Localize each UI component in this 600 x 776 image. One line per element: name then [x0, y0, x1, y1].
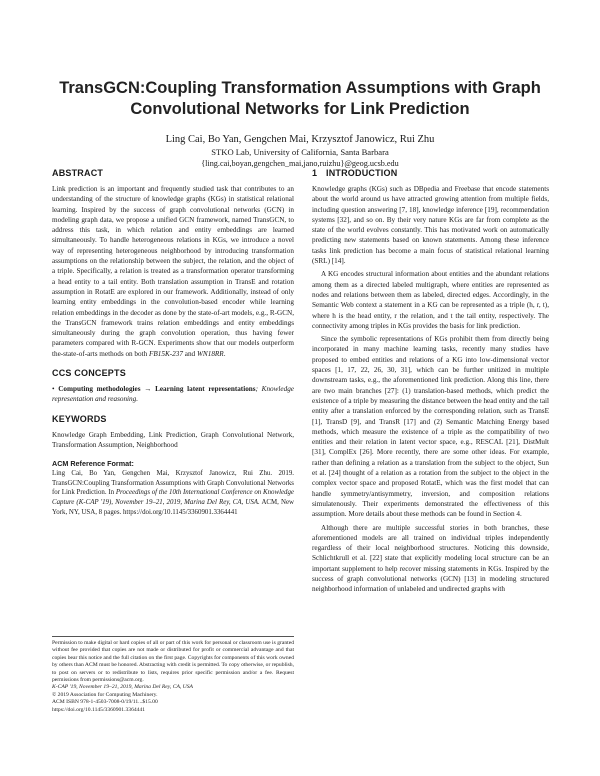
paper-title: TransGCN:Coupling Transformation Assumptions with Graph Convolutional Networks for Link Prediction	[59, 79, 541, 118]
doi-link[interactable]: https://doi.org/10.1145/3360901.3364441	[52, 706, 146, 713]
keywords-text: Knowledge Graph Embedding, Link Prediction, Graph Convolutional Network, Transformation Assumption, Neighborhood	[52, 430, 294, 449]
title-block	[40, 78, 560, 169]
dataset-fb15k: FB15K-237	[149, 349, 183, 358]
permission-footnote	[52, 636, 294, 714]
ccs-secondary: ; Knowledge representation and reasoning.	[52, 385, 294, 404]
ccs-heading: CCS CONCEPTS	[52, 368, 126, 379]
author-email[interactable]: {ling.cai,boyan,gengchen_mai,jano,ruizhu}@geog.ucsb.edu	[201, 159, 399, 168]
copyright-line: © 2019 Association for Computing Machinery.	[52, 691, 158, 698]
keywords-heading: KEYWORDS	[52, 413, 107, 424]
intro-paragraph-1: Knowledge graphs (KGs) such as DBpedia and Freebase that encode statements about the world around us have attracted growing attention from multiple fields, including question answering [7, 18], knowledge inference [19], recommendation systems [32], and so on. By their very nature KGs are far from complete as the state of the world evolves constantly. This has motivated work on automatically predicting new statements based on known statements. Among these inference tasks link prediction has become a main focus of statistical relational learning (SRL) [14].	[312, 185, 549, 266]
abstract-heading: ABSTRACT	[52, 168, 104, 178]
abstract-text: Link prediction is an important and frequently studied task that contributes to an understanding of the structure of knowledge graphs (KGs) in statistical relational learning. Inspired by the success of graph convolutional networks (GCN) in modeling graph data, we propose a unified GCN framework, named TransGCN, to address this task, in which relation and entity embeddings are learned simultaneously. To handle heterogeneous relations in KGs, we introduce a novel way of representing heterogeneous neighborhood by introducing transformation assumptions on the relationship between the subject, the relation, and the object of a triple. Specifically, a relation is treated as a transformation operator transforming a head entity to a tail entity. Both translation assumption in TransE and rotation assumption in RotatE are explored in our framework. Additionally, instead of only learning entity embeddings in the convolution-based encoder while learning relation embeddings in the decoder as done by the state-of-art models, e.g., R-GCN, the TransGCN framework trains relation embeddings and entity embeddings simultaneously during the graph convolution operation, thus having fewer parameters compared with R-GCN. Experiments show that our models outperform the-state-of-arts methods on both FB15K-237 and WN18RR.	[52, 185, 294, 358]
acm-reference-text: Ling Cai, Bo Yan, Gengchen Mai, Krzysztof Janowicz, Rui Zhu. 2019. TransGCN:Coupling Transformation Assumptions with Graph Convolutional Networks for Link Prediction. In Proceedings of the 10th International Conference on Knowledge Capture (K-CAP '19), November 19–21, 2019, Marina Del Rey, CA, USA. ACM, New York, NY, USA, 8 pages. https://doi.org/10.1145/3360901.3364441	[52, 470, 294, 516]
right-column	[312, 168, 549, 595]
dataset-wn18rr: WN18RR	[196, 349, 224, 358]
intro-paragraph-3: Since the symbolic representations of KGs prohibit them from directly being incorporated in many machine learning tasks, recently many studies have proposed to embed entities and relations of a KG into low-dimensional vector spaces [1, 17, 22, 26, 30, 31], which can be further unitized in multiple downstream tasks, e.g., the aforementioned link prediction. Along this line, there are two main branches [27]: (1) translation-based methods, which predict the existence of a triple by measuring the distance between the head entity and the tail entity after a translation enforced by the corresponding relation, such as TransE [1], TransD [9], and TransR [17] and (2) Semantic Matching Energy based methods, which measure the existence of a triple as the compatibility of two entities and their relation in latent vector space, e.g., RESCAL [21], DistMult [31], ComplEx [26]. More recently, there are some other ideas. For example, rather than defining a relation as a translation from the subject to the object, Sun et al. [24] thought of a relation as a rotation from the subject to the object in the complex vector space and proposed RotatE, which was the first model that can handle symmetry/antisymmetry, inversion, and composition relations simulatenously. Their experiments demonstrated the effectiveness of this assumption. More details about these methods can be found in Section 4.	[312, 335, 549, 519]
ccs-primary: Computing methodologies → Learning latent representations	[58, 385, 256, 394]
intro-paragraph-4: Although there are multiple successful stories in both branches, these aforementioned models are all trained on individual triples independently regardless of their local neighborhood structures. Noticing this downside, Schlichtkrull et al. [22] state that explicitly modeling local structure can be an important supplement to help recover missing statements in KGs. Inspired by the success of graph convolutional networks (GCN) [13] in modeling structured neighborhood information of unlabeled and undirected graphs with	[312, 523, 549, 594]
authors: Ling Cai, Bo Yan, Gengchen Mai, Krzysztof Janowicz, Rui Zhu	[165, 134, 435, 145]
left-column	[52, 168, 294, 517]
ccs-concepts: • Computing methodologies → Learning latent representations; Knowledge representation and reasoning.	[52, 385, 294, 404]
conference-line: K-CAP '19, November 19–21, 2019, Marina Del Rey, CA, USA	[52, 684, 193, 691]
affiliation: STKO Lab, University of California, Santa Barbara	[211, 147, 389, 157]
introduction-heading: 1 INTRODUCTION	[312, 168, 398, 178]
acm-reference-heading: ACM Reference Format:	[52, 459, 134, 469]
isbn-line: ACM ISBN 978-1-4503-7008-0/19/11...$15.00	[52, 699, 158, 706]
intro-paragraph-2: A KG encodes structural information about entities and the abundant relations among them as a directed labeled multigraph, where entities are represented as nodes and relations between them as labeled, directed edges. Accordingly, in the Semantic Web context a statement in a KG can be represented as a triple (h, r, t), where h is the head entity, r the relation, and t the tail entity, respectively. The connectivity among triples in KGs provides the basis for link prediction.	[312, 270, 549, 330]
permission-text: Permission to make digital or hard copies of all or part of this work for personal or classroom use is granted without fee provided that copies are not made or distributed for profit or commercial advantage and that copies bear this notice and the full citation on the first page. Copyrights for components of this work owned by others than ACM must be honored. Abstracting with credit is permitted. To copy otherwise, or republish, to post on servers or to redistribute to lists, requires prior specific permission and/or a fee. Request permissions from permissions@acm.org.	[52, 640, 294, 684]
